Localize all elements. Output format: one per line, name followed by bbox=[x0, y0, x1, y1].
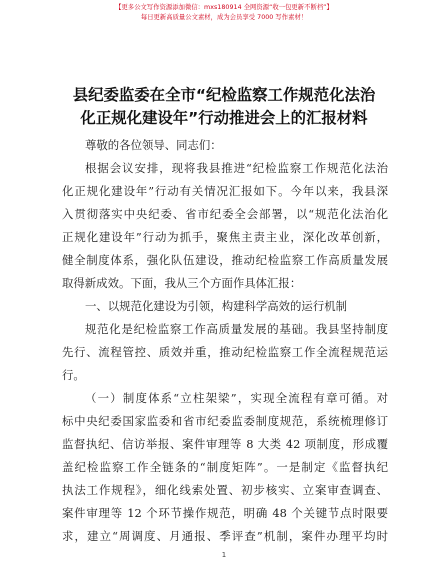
subsection-line: （一）制度体系“立柱架梁”，实现全流程有章可循。对 bbox=[85, 391, 388, 405]
body-line: 取得新成效。下面，我从三个方面作具体汇报： bbox=[62, 276, 302, 290]
body-line: 健全制度体系，强化队伍建设，推动纪检监察工作高质量发展 bbox=[62, 253, 388, 267]
body-line: 根据会议安排，现将我县推进“纪检监察工作规范化法治 bbox=[85, 161, 388, 175]
promo-line-2: 每日更新高质量公文素材，成为会员享受 7000 写作素材！ bbox=[140, 14, 308, 21]
section-heading: 一、以规范化建设为引领，构建科学高效的运行机制 bbox=[85, 299, 347, 313]
document-title-line-1: 县纪委监委在全市“纪检监察工作规范化法治 bbox=[72, 86, 376, 104]
salutation: 尊敬的各位领导、同志们： bbox=[85, 138, 222, 152]
promo-line-1: 【更多公文写作资源添加微信：mxs180914 全网资源“收一包更新不断档”】 bbox=[115, 4, 333, 11]
body-line: 规范化是纪检监察工作高质量发展的基础。我县坚持制度 bbox=[85, 322, 388, 336]
body-line: 求，建立“周调度、月通报、季评查”机制，案件办理平均时 bbox=[62, 529, 388, 543]
document-title-line-2: 化正规化建设年”行动推进会上的汇报材料 bbox=[80, 109, 368, 127]
body-line: 行。 bbox=[62, 368, 85, 382]
body-line: 执法工作规程》，细化线索处置、初步核实、立案审查调查、 bbox=[62, 483, 388, 497]
body-line: 先行、流程管控、质效并重，推动纪检监察工作全流程规范运 bbox=[62, 345, 388, 359]
body-line: 案件审理等 12 个环节操作规范，明确 48 个关键节点时限要 bbox=[62, 506, 388, 520]
body-line: 盖纪检监察工作全链条的“制度矩阵”。一是制定《监督执纪 bbox=[62, 460, 388, 474]
body-line: 入贯彻落实中央纪委、省市纪委全会部署，以“规范化法治化 bbox=[62, 207, 388, 221]
page-number: 1 bbox=[221, 551, 227, 559]
body-line: 标中央纪委国家监委和省市纪委监委制度规范，系统梳理修订 bbox=[62, 414, 388, 428]
body-line: 化正规化建设年”行动有关情况汇报如下。今年以来，我县深 bbox=[62, 184, 388, 198]
body-line: 正规化建设年”行动为抓手，聚焦主责主业，深化改革创新， bbox=[62, 230, 388, 244]
body-line: 监督执纪、信访举报、案件审理等 8 大类 42 项制度，形成覆 bbox=[62, 437, 388, 451]
